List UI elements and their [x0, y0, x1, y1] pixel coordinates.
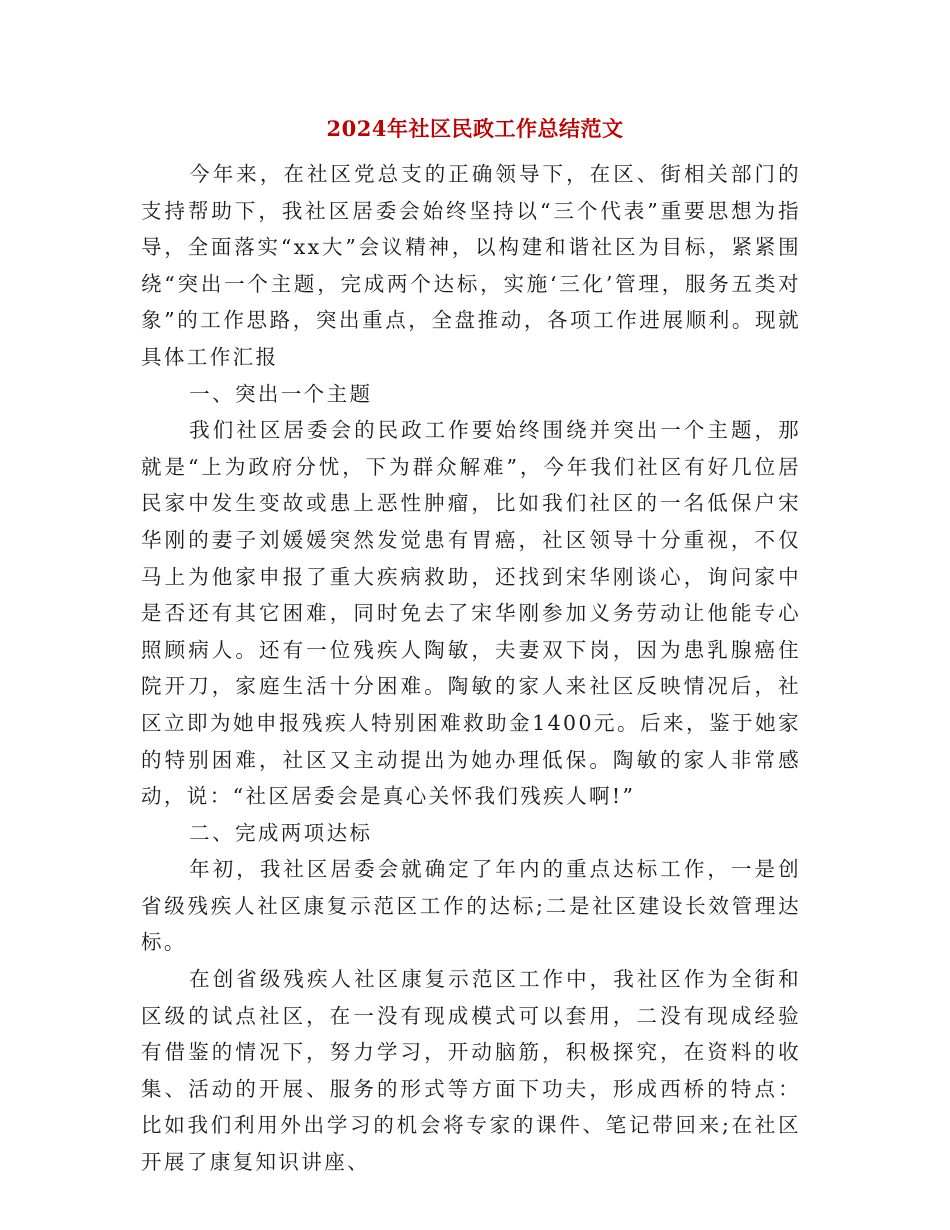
paragraph-section-2b: 在创省级残疾人社区康复示范区工作中，我社区作为全街和区级的试点社区，在一没有现成模式可以套用，二没有现成经验有借鉴的情况下，努力学习，开动脑筋，积极探究，在资料的收集、活动的开展、服务的形式等方面下功夫，形成西桥的特点：比如我们利用外出学习的机会将专家的课件、笔记带回来;在社区开展了康复知识讲座、: [141, 967, 801, 1175]
section-heading-2: 二、完成两项达标: [189, 820, 373, 845]
document-body: [141, 156, 801, 1181]
paragraph-intro: 今年来，在社区党总支的正确领导下，在区、街相关部门的支持帮助下，我社区居委会始终坚持以“三个代表”重要思想为指导，全面落实“xx大”会议精神，以构建和谐社区为目标，紧紧围绕“突出一个主题，完成两个达标，实施‘三化’管理，服务五类对象”的工作思路，突出重点，全盘推动，各项工作进展顺利。现就具体工作汇报: [141, 162, 801, 369]
paragraph-section-1: 我们社区居委会的民政工作要始终围绕并突出一个主题，那就是“上为政府分忧，下为群众解难”，今年我们社区有好几位居民家中发生变故或患上恶性肿瘤，比如我们社区的一名低保户宋华刚的妻子刘媛媛突然发觉患有胃癌，社区领导十分重视，不仅马上为他家申报了重大疾病救助，还找到宋华刚谈心，询问家中是否还有其它困难，同时免去了宋华刚参加义务劳动让他能专心照顾病人。还有一位残疾人陶敏，夫妻双下岗，因为患乳腺癌住院开刀，家庭生活十分困难。陶敏的家人来社区反映情况后，社区立即为她申报残疾人特别困难救助金1400元。后来，鉴于她家的特别困难，社区又主动提出为她办理低保。陶敏的家人非常感动，说：“社区居委会是真心关怀我们残疾人啊!”: [141, 418, 801, 809]
section-heading-1: 一、突出一个主题: [189, 381, 373, 406]
paragraph-section-2a: 年初，我社区居委会就确定了年内的重点达标工作，一是创省级残疾人社区康复示范区工作的达标;二是社区建设长效管理达标。: [141, 857, 801, 955]
document-title: 2024年社区民政工作总结范文: [326, 116, 624, 141]
